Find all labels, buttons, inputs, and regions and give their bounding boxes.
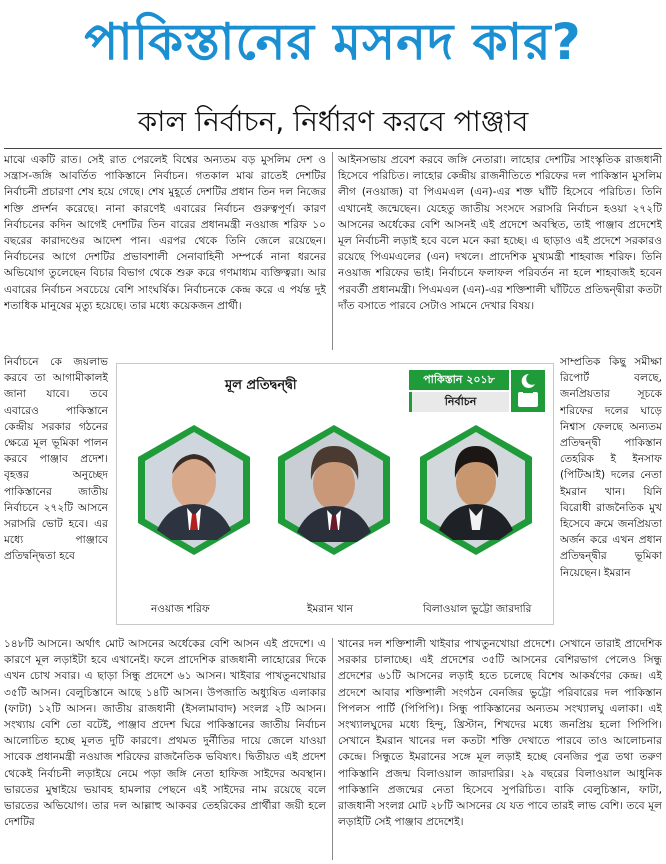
bottom-left-text: ১৪৮টি আসনে। অর্থাৎ মোট আসনের অর্ধেকের বেশি আসন এই প্রদেশে। এ কারণে মূল লড়াইটা হবে এখানেই। ফলে প্রাদেশিক রাজধানী লাহোরের দিকে এখন চোখ সবার। এ ছাড়া সিন্ধু প্রদেশে ৬১ আসন। খাইবার পাখতুনখোয়ার ৩৫টি আসন। বেলুচিস্তানে আছে ১৪টি আসন। উপজাতি অধ্যুষিত এলাকার (ফাটা) ১২টি আসন। জাতীয় রাজধানী (ইসলামাবাদ) সংলগ্ন ২টি আসন। সংখ্যায় বেশি তো বটেই, পাঞ্জাব প্রদেশ ঘিরে পাকিস্তানের জাতীয় নির্বাচন আলোচিত হচ্ছে মূলত দুটি কারণে। প্রথমত দুর্নীতির দায়ে জেলে যাওয়া সাবেক প্রধানমন্ত্রী নওয়াজ শরিফের রাজনৈতিক ভবিষ্যৎ। দ্বিতীয়ত এই প্রদেশ থেকেই নির্বাচনী লড়াইয়ে নেমে পড়া জঙ্গি নেতা হাফিজ সাইদের অবস্থান। ভারতের মুম্বাইয়ে ভয়াবহ হামলার পেছনে এই সাইদের নাম রয়েছে বলে ভারতের অভিযোগ। তার দল আল্লাহু আকবর তেহরিকের প্রার্থীরা জয়ী হলে দেশটির <box>4 638 326 829</box>
column-divider-bottom <box>332 638 333 860</box>
bottom-left-column <box>4 636 326 862</box>
infobox-title: মূল প্রতিদ্বন্দ্বী <box>225 378 297 393</box>
top-rule <box>4 148 662 149</box>
portrait-bilawal-bhutto <box>417 422 535 558</box>
column-divider-top <box>332 152 333 350</box>
top-right-column <box>338 152 662 352</box>
caption-imran-khan: ইমরান খান <box>307 603 353 615</box>
bottom-right-column <box>338 636 662 862</box>
mid-right-text: সাম্প্রতিক কিছু সমীক্ষা রিপোর্ট বলছে, জনপ্রিয়তার সূচকে শরিফের দলের ঘাড়ে নিশ্বাস ফেলছে অন্যতম প্রতিদ্বন্দ্বী পাকিস্তান তেহরিক ই ইনসাফ (পিটিআই) দলের নেতা ইমরান খান। যিনি বিরোধী রাজনৈতিক মুখ হিসেবে ক্রমে জনপ্রিয়তা অর্জন করে এখন প্রধান প্রতিদ্বন্দ্বীর ভূমিকা নিয়েছেন। ইমরান <box>560 356 662 579</box>
top-left-column <box>4 152 326 352</box>
top-right-text: আইনসভায় প্রবেশ করবে জঙ্গি নেতারা। লাহোর দেশটির সাংস্কৃতিক রাজধানী হিসেবে পরিচিত। লাহোর কেন্দ্রীয় রাজনীতিতে শরিফের দল পাকিস্তান মুসলিম লীগ (নওয়াজ) বা পিএমএল (এন)-এর শক্ত ঘাঁটি হিসেবে পরিচিত। তিনি এখানেই জন্মেছেন। যেহেতু জাতীয় সংসদে সরাসরি নির্বাচন হওয়া ২৭২টি আসনের অর্ধেকের বেশি আসনই এই প্রদেশে অবস্থিত, তাই পাঞ্জাব প্রদেশেই মূল নির্বাচনী লড়াই হবে বলে মনে করা হচ্ছে। এ ছাড়াও এই প্রদেশে সরকারও রয়েছে পিএমএলের (এন) দখলে। প্রাদেশিক মুখ্যমন্ত্রী শাহবাজ শরিফ। তিনি নওয়াজ শরিফের ভাই। নির্বাচনে ফলাফল পরিবর্তন না হলে শাহবাজই হবেন পরবর্তী প্রধানমন্ত্রী। পিএমএল (এন)-এর শক্তিশালী ঘাঁটিতে প্রতিদ্বন্দ্বীরা কতটা দাঁত বসাতে পারবে সেটাও সামনে দেখার বিষয়। <box>338 154 662 312</box>
top-left-text: মাঝে একটি রাত। সেই রাত পেরলেই বিশ্বের অন্যতম বড় মুসলিম দেশ ও সন্ত্রাস-জঙ্গি আবর্তিত পাকিস্তানে নির্বাচন। গতকাল মাঝ রাতেই দেশটির নির্বাচনী প্রচারণা শেষ হয়ে গেছে। শেষ মুহূর্তে দেশটির প্রধান তিন দল নিজের শক্তি প্রদর্শন করেছে। নানা কারণেই এবারের নির্বাচন গুরুত্বপূর্ণ। কারণ নির্বাচনের কদিন আগেই দেশটির তিন বারের প্রধানমন্ত্রী নওয়াজ শরিফ ১০ বছরের কারাদণ্ডের আদেশ পান। এরপর থেকে তিনি জেলে রয়েছেন। নির্বাচনের আগে দেশটির প্রভাবশালী সেনাবাহিনী সম্পর্কে নানা ধরনের অভিযোগ তুলেছেন বিচার বিভাগ থেকে শুরু করে গণমাধ্যম ব্যক্তিত্বরা। আর এবারের নির্বাচন সবচেয়ে বেশি সাংঘর্ষিক। নির্বাচনকে কেন্দ্র করে এ পর্যন্ত দুই শতাধিক মানুষের মৃত্যু হয়েছে। তার মধ্যে কয়েকজন প্রার্থী। <box>4 154 326 312</box>
mid-left-text: নির্বাচনে কে জয়লাভ করবে তা আগামীকালই জানা যাবে। তবে এবারেও পাকিস্তানে কেন্দ্রীয় সরকার গঠনের ক্ষেত্রে মূল ভূমিকা পালন করবে পাঞ্জাব প্রদেশ। বৃহত্তর অনুচ্ছেদ পাকিস্তানের জাতীয় নির্বাচনে ২৭২টি আসনে সরাসরি ভোট হবে। এর মধ্যে পাঞ্জাবে প্রতিদ্বন্দ্বিতা হবে <box>4 356 108 563</box>
caption-bilawal-bhutto: বিলাওয়াল ভুট্টো জারদারি <box>423 603 532 615</box>
bottom-right-text: খানের দল শক্তিশালী খাইবার পাখতুনখোয়া প্রদেশে। সেখানে তারাই প্রাদেশিক সরকার চালাচ্ছে। এই প্রদেশের ৩৫টি আসনের বেশিরভাগ পেলেও সিন্ধু প্রদেশের ৬১টি আসনের লড়াই হতে চলেছে বিশেষ আকর্ষণের কেন্দ্র। এই প্রদেশে আবার শক্তিশালী সংগঠন বেনজির ভুট্টো পরিবারের দল পাকিস্তান পিপলস পার্টি (পিপিপি)। সিন্ধু পাকিস্তানের অন্যতম সংখ্যালঘু এলাকা। এই সংখ্যালঘুদের মধ্যে হিন্দু, খ্রিস্টান, শিখদের মধ্যে জনপ্রিয় হলো পিপিপি। সেখানে ইমরান খানের দল কতটা শক্তি দেখাতে পারবে তাও আলোচনার কেন্দ্রে। সিন্ধুতে ইমরানের সঙ্গে মূল লড়াই হচ্ছে বেনজির পুত্র তথা তরুণ পাকিস্তানি প্রজন্ম বিলাওয়াল জারদারির। ২৯ বছরের বিলাওয়াল আধুনিক পাকিস্তানি প্রজন্মের নেতা হিসেবে সুপরিচিত। বাকি বেলুচিস্তান, ফাটা, রাজধানী সংলগ্ন মোট ২৮টি আসনের যে যত পাবে তারই লাভ বেশি। তবে মূল লড়াইটি সেই পাঞ্জাব প্রদেশেই। <box>338 638 662 829</box>
election-tag-year: পাকিস্তান ২০১৮ <box>409 370 509 390</box>
caption-nawaz-sharif: নওয়াজ শরিফ <box>151 603 210 615</box>
mid-right-column <box>560 354 662 638</box>
headline: পাকিস্তানের মসনদ কার? <box>84 13 582 71</box>
portrait-imran-khan <box>275 422 393 558</box>
election-tag-label: নির্বাচন <box>409 392 509 412</box>
election-tag <box>409 370 547 412</box>
candidates-infobox <box>116 363 554 625</box>
subheadline: কাল নির্বাচন, নির্ধারণ করবে পাঞ্জাব <box>137 105 529 138</box>
portrait-nawaz-sharif <box>135 422 253 558</box>
ballot-box-icon <box>511 370 545 412</box>
mid-left-column <box>4 354 108 638</box>
